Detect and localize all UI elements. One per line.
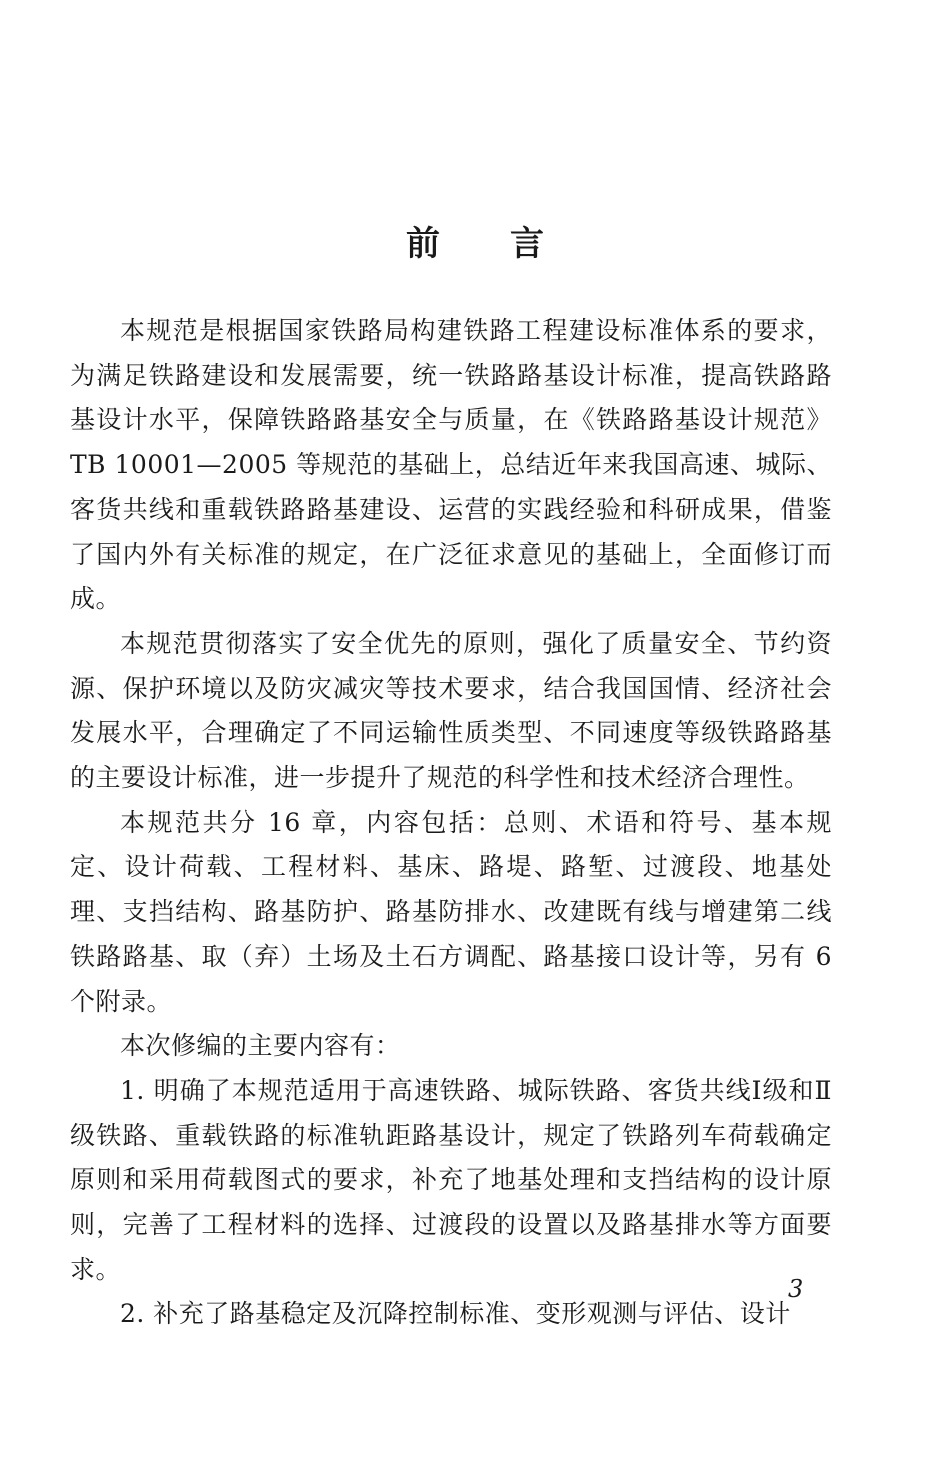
paragraph: 2. 补充了路基稳定及沉降控制标准、变形观测与评估、设计: [120, 1299, 791, 1329]
paragraph: 本规范贯彻落实了安全优先的原则，强化了质量安全、节约资源、保护环境以及防灾减灾等技术要求，结合我国国情、经济社会发展水平，合理确定了不同运输性质类型、不同速度等级铁路路基的主要设计标准，进一步提升了规范的科学性和技术经济合理性。: [70, 628, 832, 793]
paragraph: 本次修编的主要内容有：: [120, 1031, 401, 1061]
page-number: 3: [788, 1275, 804, 1303]
paragraph: 本规范共分 16 章，内容包括：总则、术语和符号、基本规定、设计荷载、工程材料、基床、路堤、路堑、过渡段、地基处理、支挡结构、路基防护、路基防排水、改建既有线与增建第二线铁路路基、取（弃）土场及土石方调配、路基接口设计等，另有 6 个附录。: [70, 807, 832, 1016]
paragraph: 本规范是根据国家铁路局构建铁路工程建设标准体系的要求，为满足铁路建设和发展需要，统一铁路路基设计标准，提高铁路路基设计水平，保障铁路路基安全与质量，在《铁路路基设计规范》TB 10001—2005 等规范的基础上，总结近年来我国高速、城际、客货共线和重载铁路路基建设、运营的实践经验和科研成果，借鉴了国内外有关标准的规定，在广泛征求意见的基础上，全面修订而成。: [70, 316, 832, 614]
body-text: [70, 309, 832, 1337]
paragraph: 1. 明确了本规范适用于高速铁路、城际铁路、客货共线Ⅰ级和Ⅱ级铁路、重载铁路的标准轨距路基设计，规定了铁路列车荷载确定原则和采用荷载图式的要求，补充了地基处理和支挡结构的设计原则，完善了工程材料的选择、过渡段的设置以及路基排水等方面要求。: [70, 1075, 832, 1284]
page-title: 前言: [406, 224, 614, 264]
